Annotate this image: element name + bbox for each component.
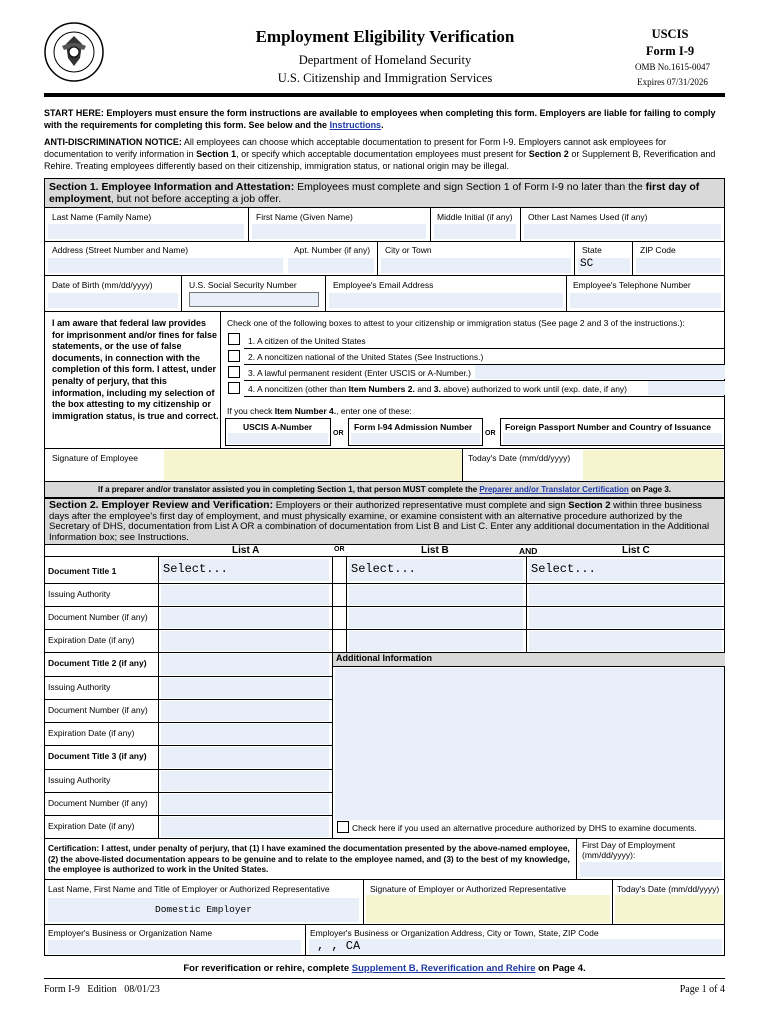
divider: [44, 241, 725, 242]
issuing-authority-c-input[interactable]: [529, 585, 722, 605]
divider: [346, 556, 347, 652]
state-select[interactable]: SC: [578, 258, 630, 273]
agency-name: U.S. Citizenship and Immigration Services: [277, 71, 493, 85]
status-instructions: Check one of the following boxes to attest to your citizenship or immigration status (See page 2 and 3 of the instructions.):: [227, 318, 685, 328]
uscis-label: USCIS: [651, 27, 689, 41]
doc-title-1-label: Document Title 1: [48, 566, 117, 576]
employee-signature-field[interactable]: [164, 450, 462, 480]
issuing-authority-2-input[interactable]: [161, 678, 329, 698]
doc-number-b-input[interactable]: [349, 608, 523, 628]
divider: [325, 275, 326, 311]
divider: [377, 241, 378, 275]
if-check-b: Item Number 4.: [274, 406, 337, 416]
anti-discrimination-notice: [44, 136, 725, 172]
divider: [44, 275, 725, 276]
city-label: City or Town: [385, 245, 432, 255]
list-a-header: List A: [232, 545, 260, 556]
preparer-text-a: If a preparer and/or translator assisted you in completing Section 1, that person MUST complete the: [97, 485, 478, 494]
preparer-notice: [45, 482, 724, 497]
section2-sec2: Section 2: [568, 500, 611, 511]
city-input[interactable]: [381, 258, 571, 273]
first-day-label: First Day of Employment (mm/dd/yyyy):: [582, 840, 676, 860]
preparer-text-b: on Page 3.: [631, 485, 672, 494]
opt4-d: 3.: [433, 384, 441, 394]
omb-number: OMB No.1615-0047: [634, 62, 710, 72]
doc-number-c-input[interactable]: [529, 608, 722, 628]
doc-title-3-input[interactable]: [161, 747, 329, 768]
opt4-e: above) authorized to work until (exp. date, if any): [443, 384, 628, 394]
opt4-b: Item Numbers 2.: [348, 384, 415, 394]
expiration-2-input[interactable]: [161, 724, 329, 744]
business-name-label: Employer's Business or Organization Name: [48, 928, 213, 938]
section1-header: [45, 179, 724, 207]
divider: [44, 207, 725, 208]
zip-input[interactable]: [636, 258, 721, 273]
divider: [566, 275, 567, 311]
expiration-c-input[interactable]: [529, 631, 722, 651]
doc-number-3-input[interactable]: [161, 794, 329, 814]
section1-first-day: first day of employment: [49, 181, 700, 205]
opt4-a: 4. A noncitizen (other than: [248, 384, 347, 394]
first-name-label: First Name (Given Name): [256, 212, 353, 222]
divider: [574, 241, 575, 275]
divider: [44, 583, 725, 584]
citizen-checkbox[interactable]: [228, 333, 240, 345]
other-names-input[interactable]: [524, 224, 721, 239]
page-number: Page 1 of 4: [679, 984, 725, 995]
issuing-authority-1-label: Issuing Authority: [48, 589, 111, 599]
doc-number-3-label: Document Number (if any): [48, 798, 148, 808]
anti-text-2: , or specify which acceptable documentation employees must present for: [236, 149, 527, 159]
a-number-label: USCIS A-Number: [243, 422, 313, 432]
first-day-input[interactable]: [580, 862, 722, 877]
section1-title: Section 1. Employee Information and Attestation:: [49, 181, 295, 193]
item4-instructions: [227, 406, 412, 416]
section2-title: Section 2. Employer Review and Verification:: [49, 499, 274, 511]
footer-rule: [44, 978, 725, 979]
employee-signature-label: Signature of Employee: [52, 453, 138, 463]
or-label-2: OR: [485, 430, 496, 437]
form-title: Employment Eligibility Verification: [255, 27, 515, 46]
business-name-input[interactable]: [48, 940, 301, 954]
first-name-input[interactable]: [252, 224, 426, 239]
i94-input[interactable]: [351, 433, 480, 444]
divider: [158, 556, 159, 838]
employer-name-label: Last Name, First Name and Title of Employer or Authorized Representative: [48, 884, 330, 894]
reverify-text-a: For reverification or rehire, complete: [183, 963, 350, 974]
middle-initial-input[interactable]: [434, 224, 516, 239]
divider: [44, 448, 725, 449]
header-rule: [44, 93, 725, 97]
phone-input[interactable]: [570, 293, 721, 308]
employer-signature-label: Signature of Employer or Authorized Representative: [370, 884, 567, 894]
email-label: Employee's Email Address: [333, 280, 434, 290]
section2-header: [45, 499, 724, 544]
apt-label: Apt. Number (if any): [294, 245, 371, 255]
last-name-label: Last Name (Family Name): [52, 212, 152, 222]
zip-label: ZIP Code: [640, 245, 676, 255]
expiration-b-input[interactable]: [349, 631, 523, 651]
opt4-c: and: [417, 384, 432, 394]
doc-title-2-input[interactable]: [161, 654, 329, 675]
divider: [333, 666, 725, 667]
divider: [44, 838, 725, 839]
divider: [430, 207, 431, 241]
form-number: Form I-9: [645, 44, 695, 58]
preparer-link[interactable]: Preparer and/or Translator Certification: [479, 485, 629, 494]
divider: [44, 676, 333, 677]
employee-date-field[interactable]: [583, 450, 723, 480]
issuing-authority-3-label: Issuing Authority: [48, 775, 111, 785]
dob-label: Date of Birth (mm/dd/yyyy): [52, 280, 153, 290]
divider: [576, 838, 577, 879]
noncitizen-authorized-checkbox[interactable]: [228, 382, 240, 394]
or-label-1: OR: [333, 430, 344, 437]
divider: [526, 556, 527, 652]
employer-name-input[interactable]: Domestic Employer: [48, 898, 359, 922]
divider: [244, 348, 725, 349]
section2-text-a: Employers or their authorized representative must complete and sign: [275, 500, 566, 511]
divider: [44, 629, 725, 630]
employer-certification: Certification: I attest, under penalty of perjury, that (1) I have examined the documentation presented by the above-named employee, (2) the above-listed documentation appears to be genuine and to relate to the employee named, and (3) to the best of my knowledge, the employee is authorized to work in the United States.: [48, 843, 570, 874]
doc-number-2-input[interactable]: [161, 701, 329, 721]
divider: [44, 606, 725, 607]
passport-input[interactable]: [503, 433, 722, 444]
start-here-body: Employers must ensure the form instructions are available to employees when completing this form. Employers are liable for failing to comply with the requirements for completing this form. See below and the: [44, 108, 716, 130]
issuing-authority-b-input[interactable]: [349, 585, 523, 605]
anti-sec1: Section 1: [196, 149, 237, 159]
expiration-3-label: Expiration Date (if any): [48, 821, 135, 831]
divider: [332, 556, 333, 838]
if-check-c: , enter one of these:: [336, 406, 412, 416]
noncitizen-national-label: 2. A noncitizen national of the United States (See Instructions.): [248, 352, 484, 362]
list-a-select[interactable]: Select...: [161, 559, 329, 581]
divider: [44, 815, 333, 816]
supplement-b-link[interactable]: Supplement B, Reverification and Rehire: [351, 963, 536, 974]
noncitizen-national-checkbox[interactable]: [228, 350, 240, 362]
permanent-resident-label: 3. A lawful permanent resident (Enter USCIS or A-Number.): [248, 368, 471, 378]
state-label: State: [582, 245, 602, 255]
divider: [44, 556, 725, 557]
additional-info-label: Additional Information: [333, 653, 725, 666]
employee-date-label: Today's Date (mm/dd/yyyy): [468, 453, 571, 463]
expiration-1-label: Expiration Date (if any): [48, 635, 135, 645]
business-address-input[interactable]: , , CA: [309, 939, 722, 954]
permanent-resident-checkbox[interactable]: [228, 366, 240, 378]
issuing-authority-2-label: Issuing Authority: [48, 682, 111, 692]
phone-label: Employee's Telephone Number: [573, 280, 691, 290]
instructions-link[interactable]: Instructions: [329, 120, 382, 130]
issuing-authority-a-input[interactable]: [161, 585, 329, 605]
employer-date-label: Today's Date (mm/dd/yyyy): [617, 884, 720, 894]
anti-label: ANTI-DISCRIMINATION NOTICE:: [44, 137, 182, 147]
employer-signature-field[interactable]: [366, 895, 610, 923]
address-label: Address (Street Number and Name): [52, 245, 189, 255]
address-input[interactable]: [48, 258, 283, 273]
divider: [44, 722, 333, 723]
doc-title-2-label: Document Title 2 (if any): [48, 658, 147, 668]
divider: [632, 241, 633, 275]
divider: [44, 769, 333, 770]
list-c-select[interactable]: Select...: [529, 559, 722, 581]
divider: [462, 448, 463, 481]
divider: [181, 275, 182, 311]
form-edition: Form I-9 Edition 08/01/23: [44, 984, 160, 995]
alt-procedure-label: Check here if you used an alternative procedure authorized by DHS to examine documents.: [352, 823, 697, 833]
expiry-date: Expires 07/31/2026: [637, 77, 708, 87]
divider: [44, 879, 725, 880]
section2-text-b: within three business days after the employee's first day of employment, and must physically examine, or examine consistent with an alternative procedure authorized by the Secretary of DHS, documentation from List A OR a combination of documentation from List B and List C. Enter any additional documentation in the Additional Information box; see Instructions.: [49, 500, 710, 543]
start-here-text: START HERE: Employers must ensure the form instructions are available to employees when completing this form. Employers are liable for failing to comply with the requirements for completing this form. See below and the Instructions.: [44, 108, 716, 130]
additional-info-input[interactable]: [335, 668, 724, 820]
citizen-label: 1. A citizen of the United States: [248, 336, 366, 346]
divider: [220, 311, 221, 448]
list-b-header: List B: [421, 545, 449, 556]
issuing-authority-3-input[interactable]: [161, 771, 329, 791]
passport-label: Foreign Passport Number and Country of Issuance: [505, 422, 711, 432]
anti-sec2: Section 2: [528, 149, 569, 159]
noncitizen-authorized-label: [248, 384, 627, 394]
doc-title-3-label: Document Title 3 (if any): [48, 751, 147, 761]
list-b-select[interactable]: Select...: [349, 559, 523, 581]
dhs-seal: [44, 22, 104, 82]
divider: [44, 699, 333, 700]
i94-label: Form I-94 Admission Number: [354, 422, 473, 432]
doc-number-a-input[interactable]: [161, 608, 329, 628]
section1-title-text: Employees must complete and sign Section 1 of Form I-9 no later than the: [297, 181, 643, 193]
dob-input[interactable]: [48, 293, 178, 308]
divider: [520, 207, 521, 241]
divider: [248, 207, 249, 241]
apt-input[interactable]: [288, 258, 374, 273]
ssn-label: U.S. Social Security Number: [189, 280, 297, 290]
perjury-statement: I am aware that federal law provides for imprisonment and/or fines for false statements, or the use of false documents, in connection with the completion of this form. I attest, under penalty of perjury, that this information, including my selection of the box attesting to my citizenship or immigration status, is true and correct.: [52, 318, 219, 421]
doc-number-1-label: Document Number (if any): [48, 612, 148, 622]
a-number-input[interactable]: [228, 433, 328, 444]
middle-initial-label: Middle Initial (if any): [437, 212, 513, 222]
work-until-input[interactable]: [648, 381, 725, 395]
expiration-2-label: Expiration Date (if any): [48, 728, 135, 738]
start-here-label: START HERE:: [44, 108, 104, 118]
divider: [244, 396, 725, 397]
last-name-input[interactable]: [48, 224, 244, 239]
alt-procedure-checkbox[interactable]: [337, 821, 349, 833]
anti-text-1: All employees can choose which acceptable documentation to present for Form I-9. Employers cannot ask employees for documentation to verify information in: [44, 137, 667, 159]
divider: [44, 924, 725, 925]
and-list-header: AND: [519, 546, 538, 556]
email-input[interactable]: [329, 293, 563, 308]
doc-number-2-label: Document Number (if any): [48, 705, 148, 715]
divider: [612, 879, 613, 924]
section1-title-end: , but not before accepting a job offer.: [110, 193, 282, 205]
list-c-header: List C: [622, 545, 650, 556]
divider: [305, 924, 306, 956]
business-address-label: Employer's Business or Organization Address, City or Town, State, ZIP Code: [310, 928, 599, 938]
divider: [44, 792, 333, 793]
expiration-a-input[interactable]: [161, 631, 329, 651]
or-list-header: OR: [334, 546, 345, 553]
anti-text-3: or Supplement B, Reverification and Rehire. Treating employees differently based on their citizenship, immigration status, or national origin may be illegal.: [44, 149, 716, 171]
other-names-label: Other Last Names Used (if any): [528, 212, 648, 222]
department-name: Department of Homeland Security: [298, 53, 472, 67]
if-check-a: If you check: [227, 406, 273, 416]
divider: [44, 745, 333, 746]
divider: [44, 311, 725, 312]
reverification-notice: [44, 963, 725, 974]
employer-date-field[interactable]: [615, 895, 723, 923]
reverify-text-b: on Page 4.: [538, 963, 586, 974]
divider: [363, 879, 364, 924]
permanent-resident-number-input[interactable]: [475, 365, 725, 379]
ssn-input[interactable]: [189, 292, 319, 307]
expiration-3-input[interactable]: [161, 817, 329, 837]
